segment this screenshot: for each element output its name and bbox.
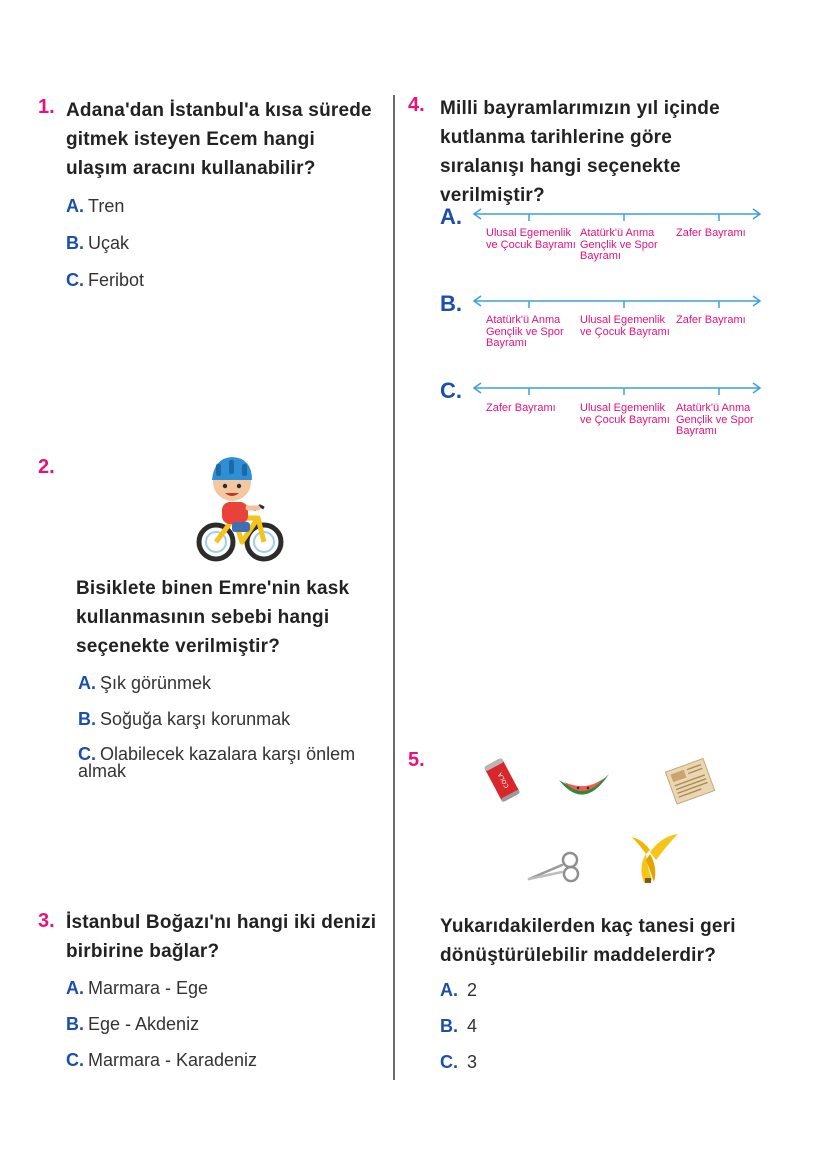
q1-option-a[interactable]: [66, 196, 124, 217]
q4-option-b-label-1: Atatürk'ü Anma Gençlik ve Spor Bayramı: [486, 314, 564, 349]
q5-option-c-letter: C.: [440, 1052, 458, 1072]
q5-option-b[interactable]: [440, 1016, 477, 1037]
q1-option-a-text: Tren: [88, 196, 125, 216]
q5-option-c-text: 3: [467, 1052, 478, 1072]
q4-option-b-label-2: Ulusal Egemenlik ve Çocuk Bayramı: [580, 314, 670, 338]
q4-option-a-label-3: Zafer Bayramı: [676, 227, 746, 239]
question-3-text: İstanbul Boğazı'nı hangi iki denizi birbirine bağlar?: [66, 912, 377, 962]
q4-option-b-timeline[interactable]: [470, 293, 765, 309]
soda-can-label: COLA: [496, 771, 511, 790]
q1-option-a-letter: A.: [66, 196, 84, 216]
question-3-number: 3.: [38, 910, 55, 932]
q3-option-c-letter: C.: [66, 1050, 84, 1070]
q5-option-c[interactable]: [440, 1052, 477, 1073]
q3-option-b[interactable]: [66, 1014, 199, 1035]
q2-option-c-text: Olabilecek kazalara karşı önlem almak: [78, 744, 356, 781]
question-4-text: Milli bayramlarımızın yıl içinde kutlanma tarihlerine göre sıralanışı hangi seçenekte verilmiştir?: [440, 98, 720, 206]
q4-option-a-label-1: Ulusal Egemenlik ve Çocuk Bayramı: [486, 227, 576, 251]
column-divider: [393, 95, 395, 1080]
q4-option-c-timeline[interactable]: [470, 380, 765, 396]
q1-option-c-letter: C.: [66, 270, 84, 290]
soda-can-icon: [482, 754, 522, 806]
question-4-number: 4.: [408, 94, 425, 116]
question-5-number: 5.: [408, 749, 425, 771]
q2-option-a[interactable]: [78, 673, 211, 694]
banana-peel-icon: [628, 830, 682, 886]
q5-option-a-text: 2: [467, 980, 478, 1000]
question-2-number: 2.: [38, 456, 55, 478]
question-1-number: 1.: [38, 96, 55, 118]
q4-option-a-label-2: Atatürk'ü Anma Gençlik ve Spor Bayramı: [580, 227, 658, 262]
q1-option-b-text: Uçak: [88, 233, 130, 253]
question-1-text: Adana'dan İstanbul'a kısa sürede gitmek isteyen Ecem hangi ulaşım aracını kullanabilir?: [66, 100, 372, 179]
q1-option-c-text: Feribot: [88, 270, 145, 290]
question-5-text: Yukarıdakilerden kaç tanesi geri dönüştürülebilir maddelerdir?: [440, 916, 736, 966]
q3-option-b-letter: B.: [66, 1014, 84, 1034]
q4-option-c-letter: C.: [440, 378, 462, 403]
q4-option-b-label-3: Zafer Bayramı: [676, 314, 746, 326]
q5-option-b-text: 4: [467, 1016, 478, 1036]
q4-option-c-label-2: Ulusal Egemenlik ve Çocuk Bayramı: [580, 402, 670, 426]
q4-option-a-timeline[interactable]: [470, 206, 765, 222]
q4-option-c-label-1: Zafer Bayramı: [486, 402, 556, 414]
q3-option-a-letter: A.: [66, 978, 84, 998]
scissors-icon: [526, 848, 584, 884]
q5-option-a[interactable]: [440, 980, 477, 1001]
q2-option-b-letter: B.: [78, 709, 96, 729]
q3-option-b-text: Ege - Akdeniz: [88, 1014, 200, 1034]
q3-option-c[interactable]: [66, 1050, 257, 1071]
q3-option-a-text: Marmara - Ege: [88, 978, 209, 998]
question-2-text: Bisiklete binen Emre'nin kask kullanmasının sebebi hangi seçenekte verilmiştir?: [76, 578, 350, 657]
child-on-bicycle-illustration: [192, 450, 288, 566]
q2-option-a-letter: A.: [78, 673, 96, 693]
q1-option-b[interactable]: [66, 233, 129, 254]
watermelon-rind-icon: [556, 768, 612, 808]
newspaper-icon: [664, 756, 718, 806]
q5-option-b-letter: B.: [440, 1016, 458, 1036]
q1-option-b-letter: B.: [66, 233, 84, 253]
q2-option-c-letter: C.: [78, 744, 96, 764]
q4-option-b-letter: B.: [440, 291, 462, 316]
q3-option-c-text: Marmara - Karadeniz: [88, 1050, 258, 1070]
q4-option-c-label-3: Atatürk'ü Anma Gençlik ve Spor Bayramı: [676, 402, 754, 437]
q4-option-a-letter: A.: [440, 204, 462, 229]
q2-option-a-text: Şık görünmek: [100, 673, 212, 693]
q5-option-a-letter: A.: [440, 980, 458, 1000]
q1-option-c[interactable]: [66, 270, 144, 291]
q2-option-c[interactable]: [78, 746, 378, 780]
q2-option-b-text: Soğuğa karşı korunmak: [100, 709, 291, 729]
q2-option-b[interactable]: [78, 709, 290, 730]
q3-option-a[interactable]: [66, 978, 208, 999]
